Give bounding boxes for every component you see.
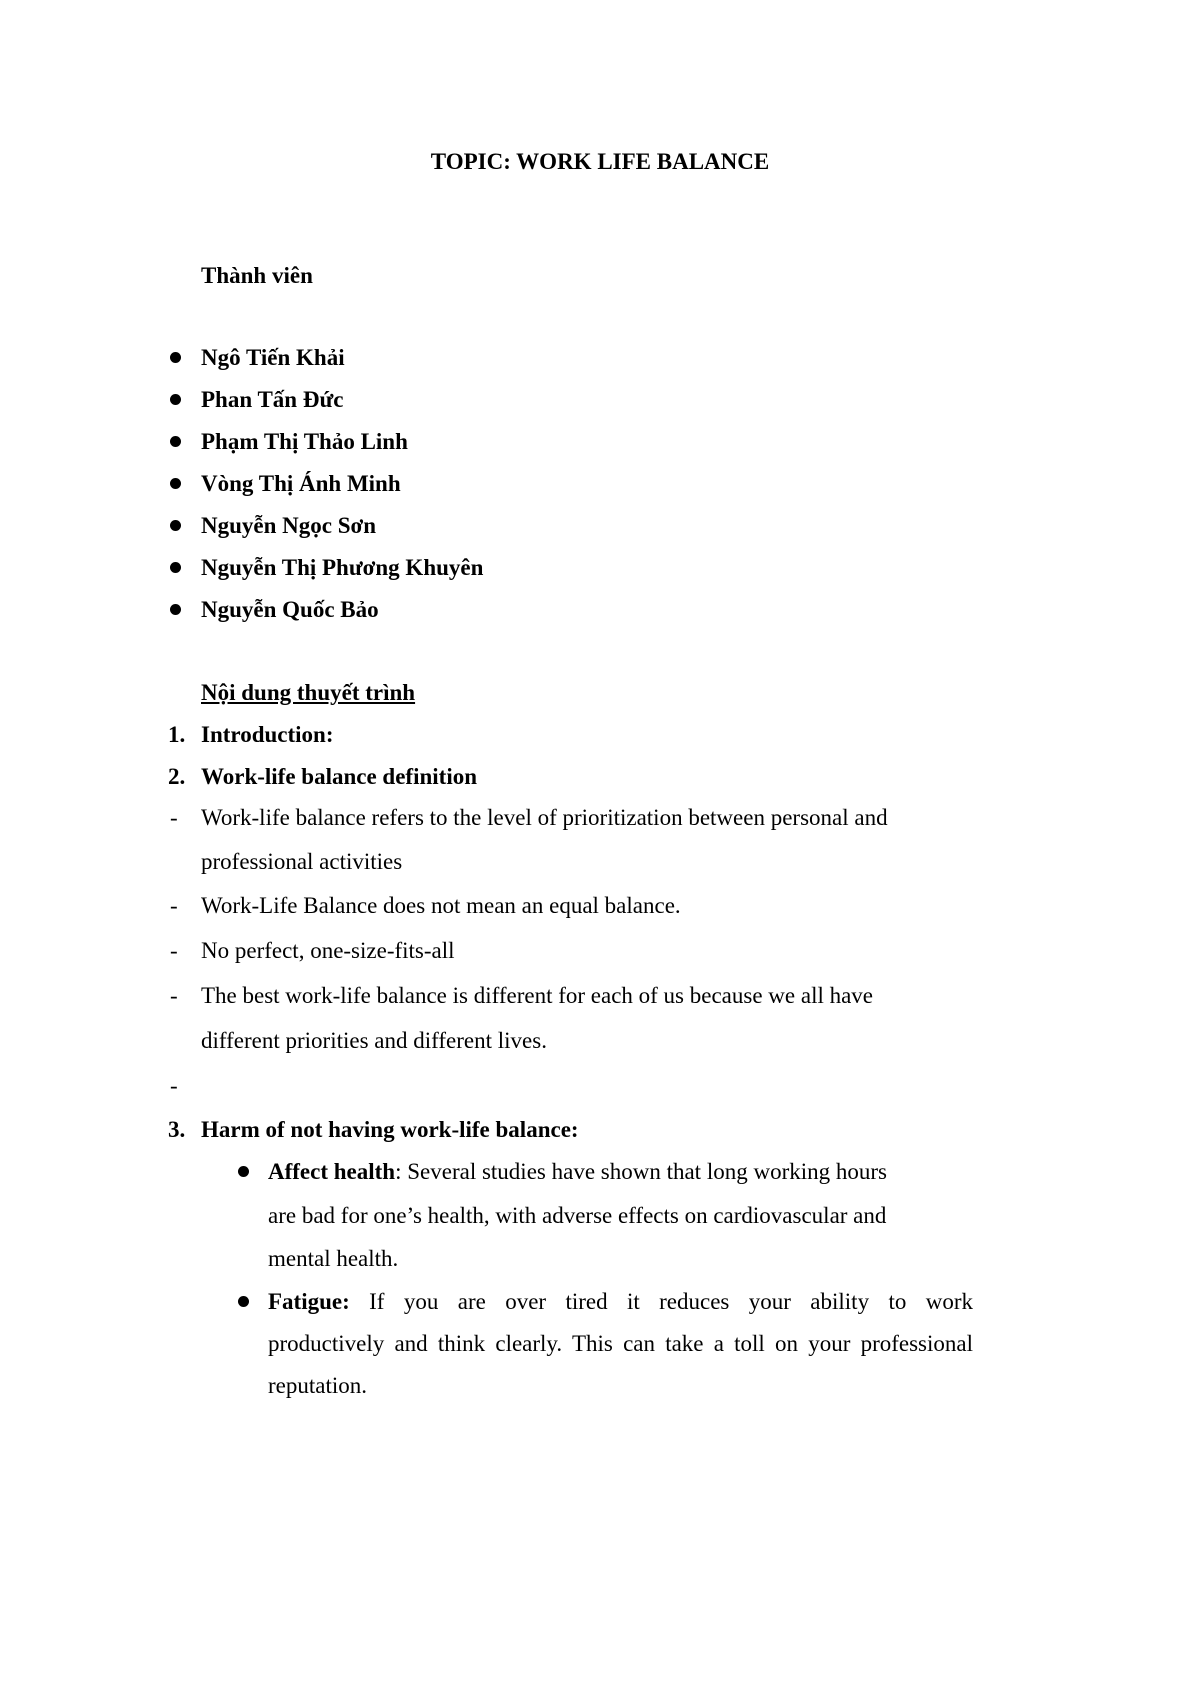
dash-marker: - — [170, 893, 178, 918]
bullet-icon — [170, 520, 181, 531]
definition-line: different priorities and different lives. — [201, 1028, 547, 1053]
dash-marker: - — [170, 1073, 178, 1098]
members-heading: Thành viên — [201, 263, 313, 288]
bullet-icon — [170, 562, 181, 573]
bullet-icon — [238, 1296, 249, 1307]
section-number: 2. — [168, 764, 186, 789]
member-item: Vòng Thị Ánh Minh — [201, 471, 401, 496]
harm-first-line — [268, 1288, 973, 1316]
member-item: Nguyễn Quốc Bảo — [201, 597, 379, 622]
content-heading: Nội dung thuyết trình — [201, 680, 416, 705]
definition-line: Work-life balance refers to the level of prioritization between personal and — [201, 805, 888, 830]
section-number: 3. — [168, 1117, 186, 1142]
definition-line: professional activities — [201, 849, 403, 874]
harm-line: are bad for one’s health, with adverse effects on cardiovascular and — [268, 1203, 887, 1228]
harm-text: If you are over tired it reduces your ability to work — [349, 1289, 973, 1314]
bullet-icon — [170, 604, 181, 615]
definition-line: The best work-life balance is different for each of us because we all have — [201, 983, 874, 1008]
member-item: Phan Tấn Đức — [201, 387, 344, 412]
harm-line: mental health. — [268, 1246, 399, 1271]
harm-term: Affect health — [268, 1159, 396, 1184]
bullet-icon — [170, 394, 181, 405]
member-item: Ngô Tiến Khải — [201, 345, 345, 370]
definition-line: No perfect, one-size-fits-all — [201, 938, 455, 963]
document-title: TOPIC: WORK LIFE BALANCE — [430, 149, 770, 174]
member-item: Phạm Thị Thảo Linh — [201, 429, 408, 454]
bullet-icon — [238, 1166, 249, 1177]
section-title: Harm of not having work-life balance: — [201, 1117, 579, 1142]
harm-line: productively and think clearly. This can take a toll on your professional — [268, 1331, 973, 1356]
member-item: Nguyễn Ngọc Sơn — [201, 513, 377, 538]
section-number: 1. — [168, 722, 186, 747]
harm-line: reputation. — [268, 1373, 367, 1398]
section-title: Work-life balance definition — [201, 764, 477, 789]
definition-line: Work-Life Balance does not mean an equal balance. — [201, 893, 681, 918]
bullet-icon — [170, 436, 181, 447]
section-title: Introduction: — [201, 722, 334, 747]
bullet-icon — [170, 478, 181, 489]
dash-marker: - — [170, 983, 178, 1008]
harm-text: : Several studies have shown that long working hours — [395, 1159, 887, 1184]
member-item: Nguyễn Thị Phương Khuyên — [201, 555, 484, 580]
bullet-icon — [170, 352, 181, 363]
dash-marker: - — [170, 805, 178, 830]
harm-first-line — [268, 1158, 887, 1186]
harm-term: Fatigue: — [268, 1289, 350, 1314]
dash-marker: - — [170, 938, 178, 963]
